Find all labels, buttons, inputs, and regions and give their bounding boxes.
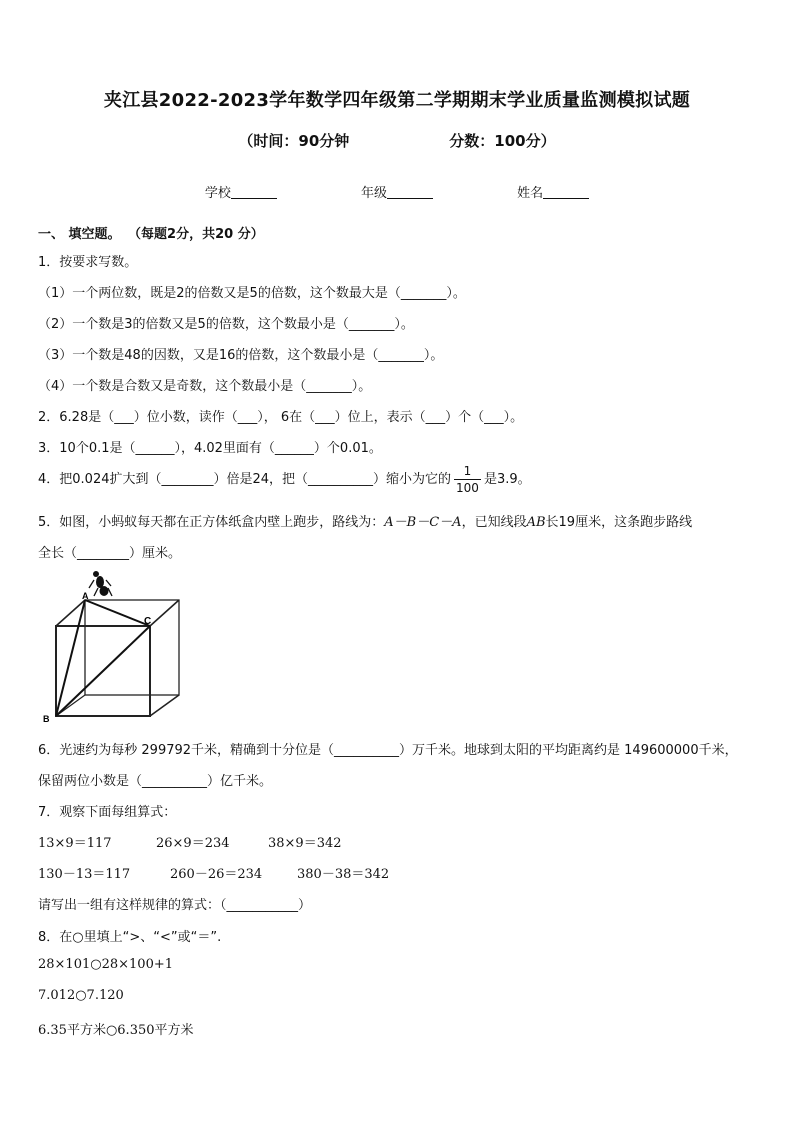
equation: 380－38＝342 bbox=[297, 867, 390, 882]
fraction-denominator: 100 bbox=[456, 481, 479, 495]
student-info bbox=[0, 182, 794, 201]
q5-text-a: 5．如图，小蚂蚁每天都在正方体纸盒内壁上跑步，路线为： bbox=[38, 515, 385, 530]
route-ca bbox=[85, 600, 150, 626]
q5-segment: AB bbox=[526, 515, 546, 530]
exam-title: 夹江县2022-2023学年数学四年级第二学期期末学业质量监测模拟试题 bbox=[103, 90, 691, 111]
cube-figure bbox=[42, 570, 192, 730]
q6-line1: 6．光速约为每秒 299792千米，精确到十分位是（__________）万千米。地球到太阳的平均距离约是 149600000千米， bbox=[38, 743, 738, 758]
school-label: 学校 bbox=[204, 186, 231, 201]
equation: 130－13＝117 bbox=[38, 867, 131, 882]
cube-back-face bbox=[85, 600, 179, 695]
route-bc bbox=[56, 626, 150, 716]
equation: 13×9＝117 bbox=[38, 836, 112, 851]
q7-stem: 7．观察下面每组算式： bbox=[38, 805, 177, 820]
grade-field bbox=[361, 182, 433, 201]
q7-ask: 请写出一组有这样规律的算式：（___________） bbox=[38, 898, 312, 913]
q8-item3: 6.35平方米○6.350平方米 bbox=[38, 1023, 194, 1038]
section-note: （每题2分，共20 分） bbox=[134, 227, 264, 242]
q1-stem: 1．按要求写数。 bbox=[38, 255, 138, 270]
exam-subtitle bbox=[0, 130, 794, 151]
q5-route: A－B－C－A bbox=[384, 515, 462, 530]
vertex-label-c: C bbox=[144, 616, 152, 627]
school-field bbox=[205, 182, 277, 201]
total-score: 分数：100分） bbox=[449, 132, 556, 150]
q7-row2 bbox=[38, 863, 389, 882]
q1-sub4: （4）一个数是合数又是奇数，这个数最小是（_______）。 bbox=[38, 379, 372, 394]
school-blank bbox=[231, 186, 277, 199]
q4-text-after: 是3.9。 bbox=[483, 472, 531, 487]
name-blank bbox=[543, 186, 589, 199]
cube-edge bbox=[150, 695, 179, 716]
q5-line1 bbox=[38, 511, 692, 530]
equation: 260－26＝234 bbox=[170, 867, 263, 882]
q8-item2: 7.012○7.120 bbox=[38, 988, 124, 1003]
q5-text-b: ，已知线段 bbox=[461, 515, 527, 530]
q8-stem: 8．在○里填上“>、“<”或“＝”. bbox=[38, 930, 222, 945]
section-heading bbox=[38, 223, 264, 242]
name-field bbox=[517, 182, 589, 201]
q1-sub1: （1）一个两位数，既是2的倍数又是5的倍数，这个数最大是（_______）。 bbox=[38, 286, 466, 301]
cube-edge bbox=[150, 600, 179, 626]
question-2: 2．6.28是（___）位小数，读作（___）， 6在（___）位上，表示（___）个（___）。 bbox=[38, 410, 524, 425]
question-4 bbox=[38, 463, 531, 496]
fraction-numerator: 1 bbox=[454, 463, 481, 480]
grade-blank bbox=[387, 186, 433, 199]
q5-line2: 全长（________）厘米。 bbox=[38, 546, 182, 561]
time-limit: （时间：90分钟 bbox=[238, 132, 350, 150]
vertex-label-a: A bbox=[82, 591, 89, 601]
q8-item1: 28×101○28×100+1 bbox=[38, 957, 174, 972]
grade-label: 年级 bbox=[360, 186, 387, 201]
q1-sub2: （2）一个数是3的倍数又是5的倍数，这个数最小是（_______）。 bbox=[38, 317, 414, 332]
equation: 38×9＝342 bbox=[268, 836, 342, 851]
ant-icon bbox=[89, 571, 112, 596]
question-3: 3．10个0.1是（______），4.02里面有（______）个0.01。 bbox=[38, 441, 382, 456]
name-label: 姓名 bbox=[517, 186, 544, 201]
q1-sub3: （3）一个数是48的因数，又是16的倍数，这个数最小是（_______）。 bbox=[38, 348, 444, 363]
fraction bbox=[454, 463, 481, 496]
cube-edge bbox=[56, 600, 85, 626]
q4-text-before: 4．把0.024扩大到（________）倍是24，把（__________）缩小为它的 bbox=[38, 472, 452, 487]
q5-text-c: 长19厘米，这条跑步路线 bbox=[545, 515, 693, 530]
vertex-label-b: B bbox=[43, 714, 50, 724]
q6-line2: 保留两位小数是（__________）亿千米。 bbox=[38, 774, 273, 789]
q7-row1 bbox=[38, 832, 342, 851]
section-title: 一、 填空题。 bbox=[38, 227, 121, 242]
equation: 26×9＝234 bbox=[156, 836, 230, 851]
